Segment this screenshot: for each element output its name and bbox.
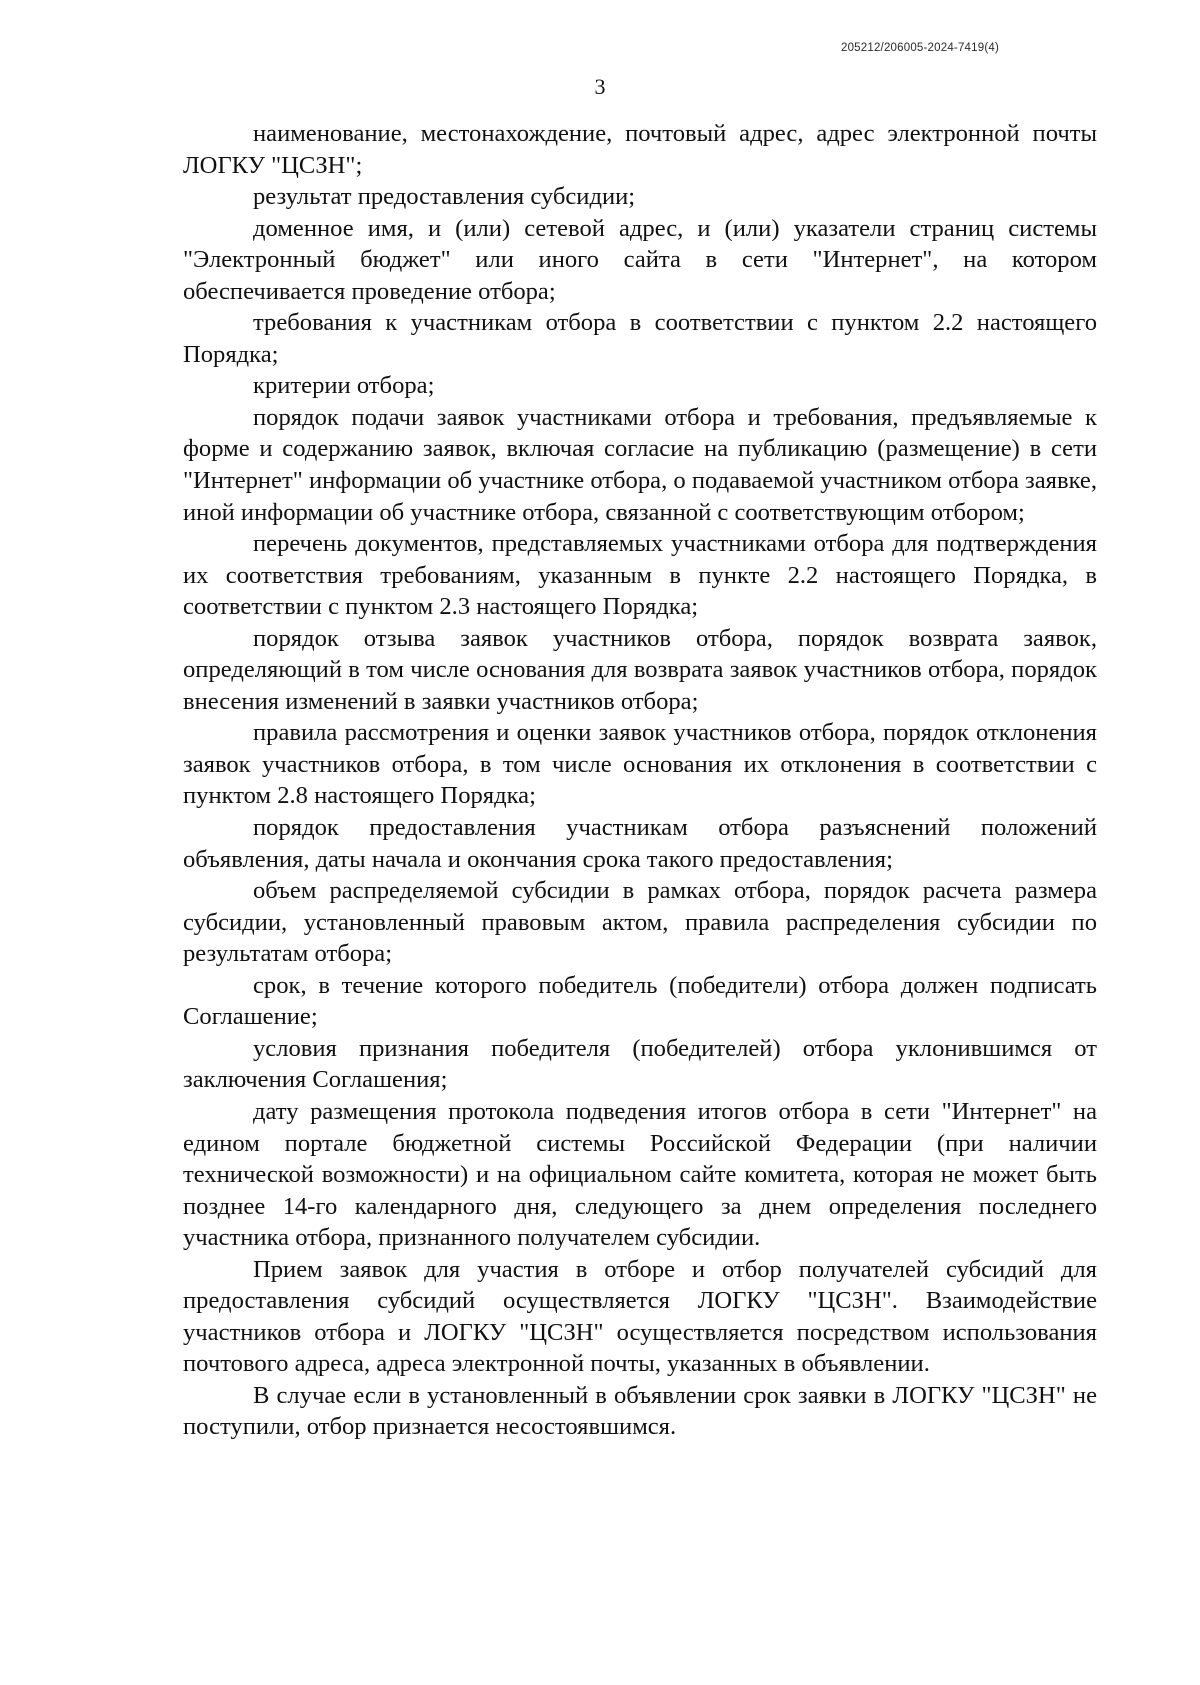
paragraph-protocol-date: дату размещения протокола подведения итогов отбора в сети "Интернет" на едином портале бюджетной системы Российской Федерации (при наличии технической возможности) и на официальном сайте комитета, которая не может быть позднее 14-го календарного дня, следующего за днем определения последнего участника отбора, признанного получателем субсидии. — [183, 1097, 1097, 1252]
document-id: 205212/206005-2024-7419(4) — [840, 42, 999, 54]
paragraph-requirements: требования к участникам отбора в соответствии с пунктом 2.2 настоящего Порядка; — [183, 309, 1097, 368]
paragraph-criteria: критерии отбора; — [253, 372, 435, 400]
paragraph-failed-selection: В случае если в установленный в объявлении срок заявки в ЛОГКУ "ЦСЗН" не поступили, отбор признается несостоявшимся. — [183, 1381, 1097, 1441]
paragraph-name-location: наименование, местонахождение, почтовый адрес, адрес электронной почты ЛОГКУ "ЦСЗН"; — [183, 120, 1097, 179]
paragraph-application-intake: Прием заявок для участия в отборе и отбор получателей субсидий для предоставления субсидий осуществляется ЛОГКУ "ЦСЗН". Взаимодействие участников отбора и ЛОГКУ "ЦСЗН" осуществляется посредством использования почтового адреса, адреса электронной почты, указанных в объявлении. — [183, 1255, 1097, 1378]
paragraph-evasion-conditions: условия признания победителя (победителей) отбора уклонившимся от заключения Соглашения; — [183, 1034, 1097, 1094]
paragraph-subsidy-volume: объем распределяемой субсидии в рамках отбора, порядок расчета размера субсидии, установленный правовым актом, правила распределения субсидии по результатам отбора; — [183, 877, 1097, 968]
paragraph-signing-deadline: срок, в течение которого победитель (победители) отбора должен подписать Соглашение; — [183, 971, 1097, 1031]
page-number: 3 — [594, 74, 606, 99]
document-body — [183, 118, 1097, 1443]
paragraph-withdrawal-order: порядок отзыва заявок участников отбора, порядок возврата заявок, определяющий в том числе основания для возврата заявок участников отбора, порядок внесения изменений в заявки участников отбора; — [183, 624, 1097, 715]
paragraph-documents-list: перечень документов, представляемых участниками отбора для подтверждения их соответствия требованиям, указанным в пункте 2.2 настоящего Порядка, в соответствии с пунктом 2.3 настоящего Порядка; — [183, 530, 1097, 621]
paragraph-clarifications: порядок предоставления участникам отбора разъяснений положений объявления, даты начала и окончания срока такого предоставления; — [183, 814, 1097, 873]
paragraph-domain-name: доменное имя, и (или) сетевой адрес, и (или) указатели страниц системы "Электронный бюджет" или иного сайта в сети "Интернет", на котором обеспечивается проведение отбора; — [183, 214, 1097, 305]
paragraph-result: результат предоставления субсидии; — [253, 183, 636, 211]
paragraph-review-rules: правила рассмотрения и оценки заявок участников отбора, порядок отклонения заявок участников отбора, в том числе основания их отклонения в соответствии с пунктом 2.8 настоящего Порядка; — [183, 719, 1097, 810]
paragraph-submission-order: порядок подачи заявок участниками отбора и требования, предъявляемые к форме и содержанию заявок, включая согласие на публикацию (размещение) в сети "Интернет" информации об участнике отбора, о подаваемой участником отбора заявке, иной информации об участнике отбора, связанной с соответствующим отбором; — [183, 403, 1097, 526]
